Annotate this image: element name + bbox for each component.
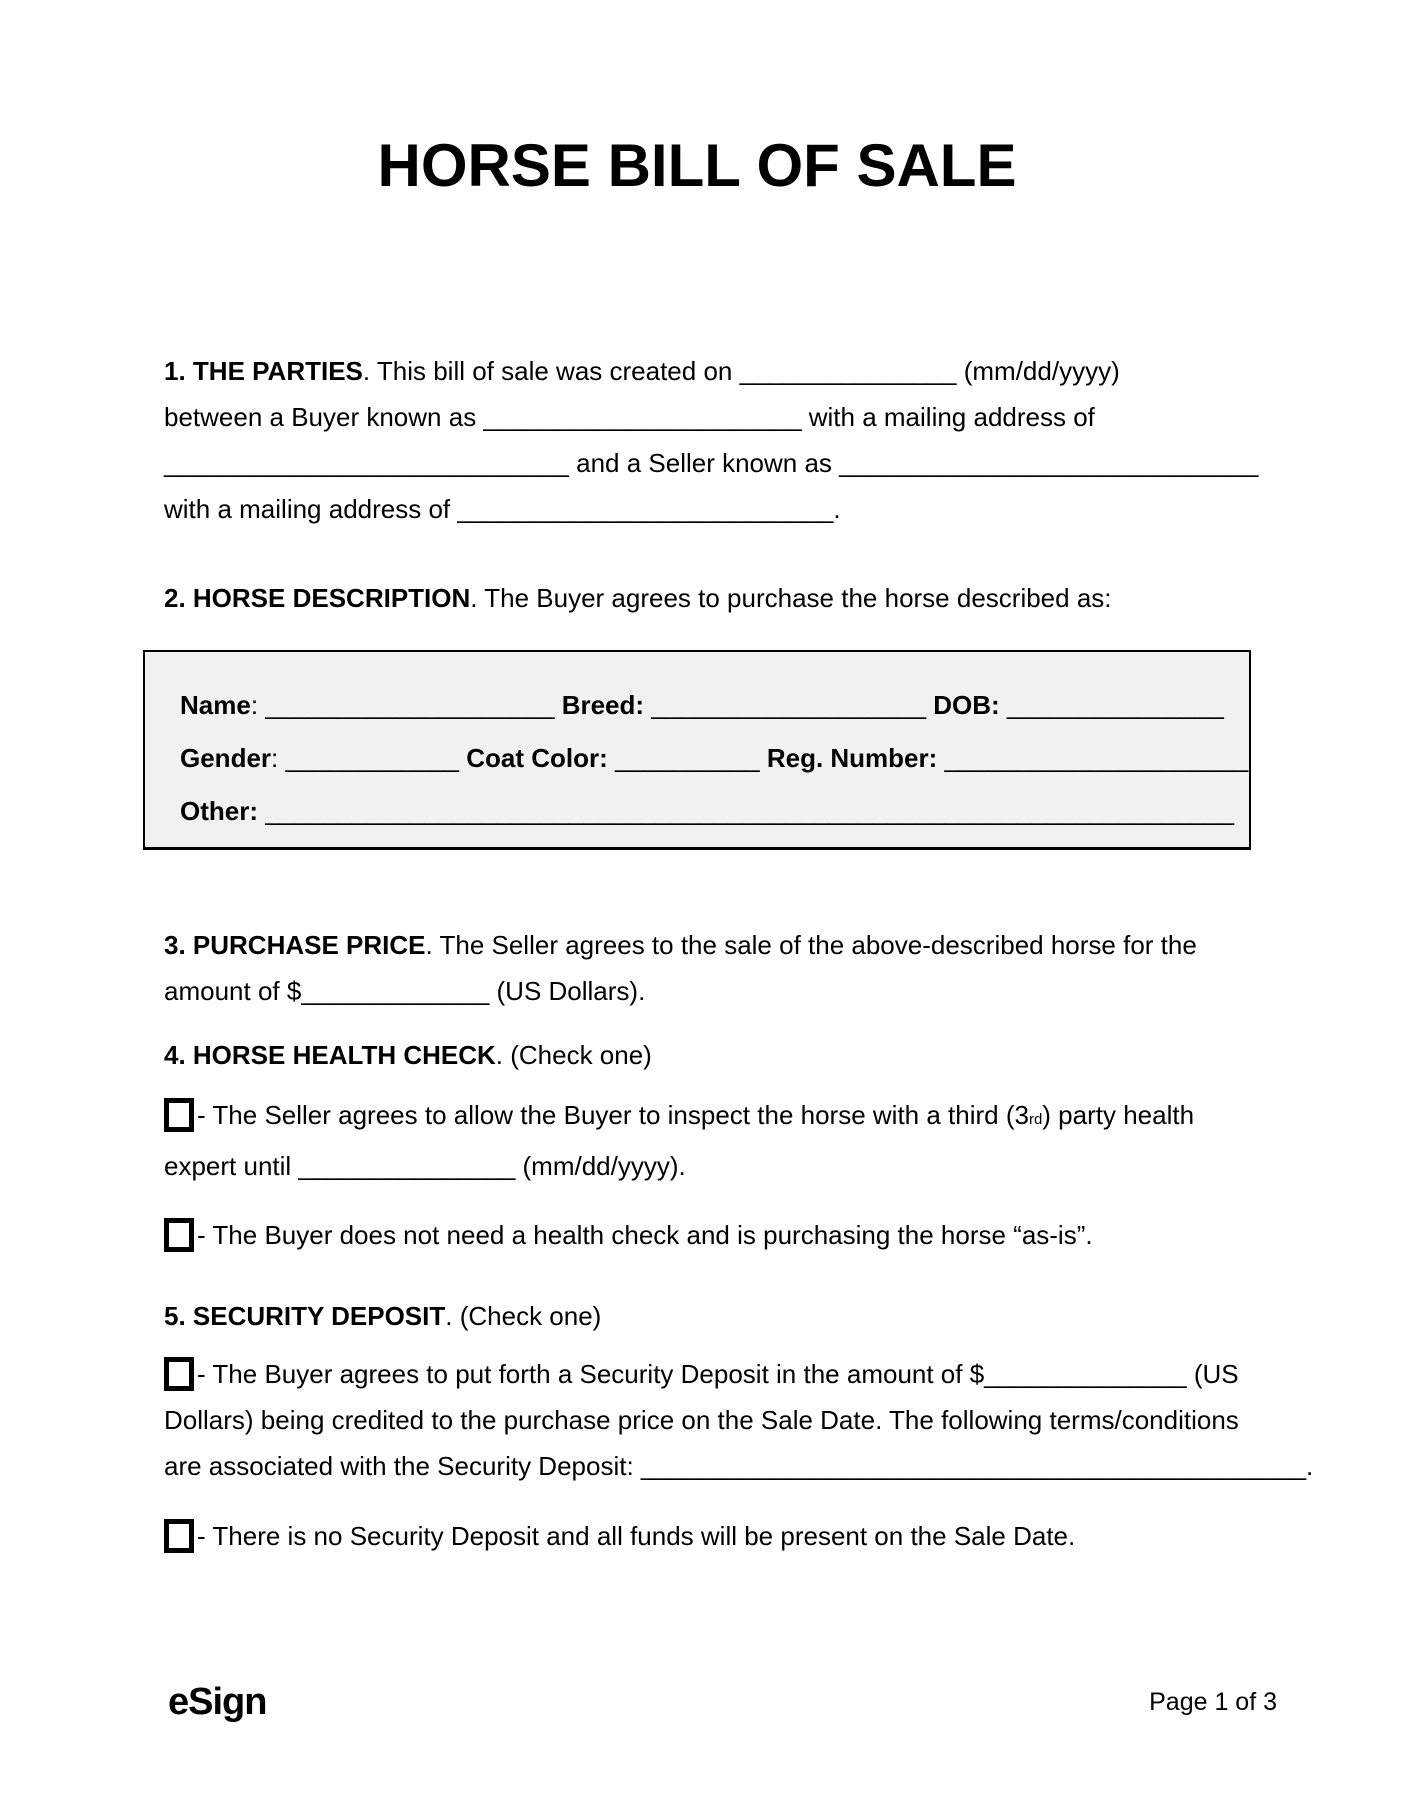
text-run: ) party health xyxy=(1042,1100,1195,1130)
bold-label: 5. SECURITY DEPOSIT xyxy=(164,1301,446,1331)
form-line xyxy=(164,486,1259,532)
text-run: __________ xyxy=(607,743,767,773)
form-line xyxy=(164,1212,1093,1258)
text-run: expert until _______________ (mm/dd/yyyy). xyxy=(164,1151,686,1181)
text-run: : ____________________ xyxy=(250,690,562,720)
form-line xyxy=(180,785,1249,838)
bold-label: Other: xyxy=(180,796,258,826)
page-number: Page 1 of 3 xyxy=(1149,1688,1277,1716)
text-run: _____________________ xyxy=(937,743,1249,773)
horse-description-fields xyxy=(180,679,1249,838)
text-run: - The Seller agrees to allow the Buyer to inspect the horse with a third (3 xyxy=(197,1100,1029,1130)
checkbox[interactable] xyxy=(164,1218,194,1252)
text-run: . (Check one) xyxy=(445,1301,602,1331)
bold-label: Coat Color: xyxy=(466,743,608,773)
bold-label: Reg. Number: xyxy=(766,743,938,773)
text-run: ___________________ xyxy=(644,690,934,720)
text-run: rd xyxy=(1028,1111,1043,1128)
form-line xyxy=(164,440,1259,486)
horse-description-box xyxy=(143,650,1251,850)
section-health-heading xyxy=(164,1032,652,1078)
text-run: between a Buyer known as ______________________ with a mailing address of xyxy=(164,402,1095,432)
bold-label: Breed: xyxy=(561,690,645,720)
form-line xyxy=(164,968,1197,1014)
form-line xyxy=(164,575,1112,621)
form-line xyxy=(164,1032,652,1078)
section-price-paragraph xyxy=(164,922,1197,1014)
form-line xyxy=(164,1351,1313,1397)
text-run: . (Check one) xyxy=(495,1040,652,1070)
text-run: - There is no Security Deposit and all funds will be present on the Sale Date. xyxy=(197,1521,1076,1551)
text-run: amount of $_____________ (US Dollars). xyxy=(164,976,646,1006)
text-run: _______________ xyxy=(999,690,1224,720)
form-line xyxy=(164,922,1197,968)
bold-label: 2. HORSE DESCRIPTION xyxy=(164,583,471,613)
form-line xyxy=(164,1443,1313,1489)
text-run: ___________________________________________________________________ xyxy=(258,796,1235,826)
deposit-option-none xyxy=(164,1513,1075,1559)
text-run: with a mailing address of __________________________. xyxy=(164,494,841,524)
bold-label: 3. PURCHASE PRICE xyxy=(164,930,426,960)
form-line xyxy=(164,1513,1075,1559)
checkbox[interactable] xyxy=(164,1519,194,1553)
text-run: . The Buyer agrees to purchase the horse described as: xyxy=(470,583,1112,613)
checkbox[interactable] xyxy=(164,1357,194,1391)
text-run: are associated with the Security Deposit: ______________________________________________. xyxy=(164,1451,1314,1481)
deposit-option-amount xyxy=(164,1351,1313,1489)
text-run: . This bill of sale was created on _______________ (mm/dd/yyyy) xyxy=(362,356,1120,386)
bold-label: 4. HORSE HEALTH CHECK xyxy=(164,1040,496,1070)
form-line xyxy=(164,394,1259,440)
health-check-option-inspect xyxy=(164,1092,1194,1189)
text-run: . The Seller agrees to the sale of the above-described horse for the xyxy=(425,930,1197,960)
bold-label: 1. THE PARTIES xyxy=(164,356,363,386)
form-line xyxy=(164,1092,1194,1143)
form-line xyxy=(164,348,1259,394)
bold-label: DOB: xyxy=(933,690,1000,720)
page-title: HORSE BILL OF SALE xyxy=(377,132,1017,199)
form-line xyxy=(164,1397,1313,1443)
form-line xyxy=(164,1143,1194,1189)
text-run: Dollars) being credited to the purchase price on the Sale Date. The following terms/conditions xyxy=(164,1405,1239,1435)
section-parties-paragraph xyxy=(164,348,1259,532)
health-check-option-as-is xyxy=(164,1212,1093,1258)
form-line xyxy=(180,732,1249,785)
form-line xyxy=(164,1293,601,1339)
form-line xyxy=(180,679,1249,732)
text-run: : ____________ xyxy=(271,743,467,773)
esign-logo: eSign xyxy=(168,1681,267,1723)
text-run: ____________________________ and a Seller known as _____________________________ xyxy=(164,448,1259,478)
checkbox[interactable] xyxy=(164,1098,194,1132)
text-run: - The Buyer does not need a health check and is purchasing the horse “as-is”. xyxy=(197,1220,1093,1250)
section-description-heading xyxy=(164,575,1112,621)
bold-label: Name xyxy=(180,690,251,720)
bold-label: Gender xyxy=(180,743,272,773)
section-deposit-heading xyxy=(164,1293,601,1339)
text-run: - The Buyer agrees to put forth a Security Deposit in the amount of $______________ (US xyxy=(197,1359,1239,1389)
